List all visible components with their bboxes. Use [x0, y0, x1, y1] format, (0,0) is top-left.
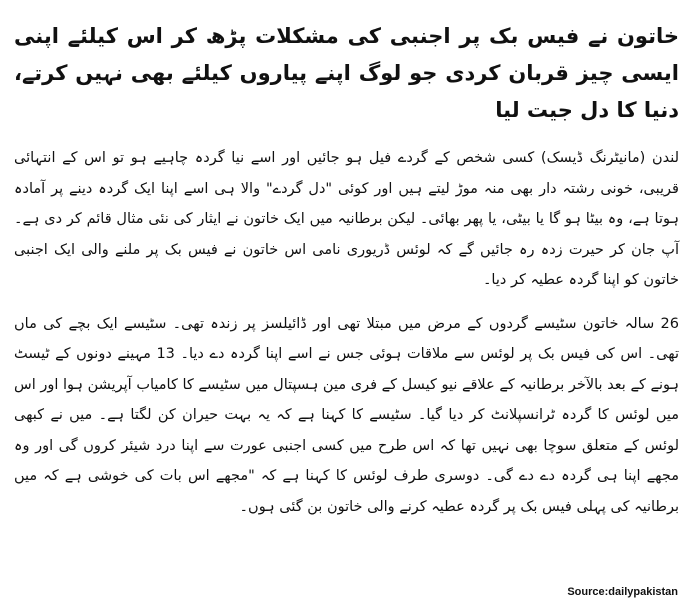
article-paragraph-1: لندن (مانیٹرنگ ڈیسک) کسی شخص کے گردے فیل ہو جائیں اور اسے نیا گردہ چاہیے ہو تو اس کے انتہائی قریبی، خونی رشتہ دار بھی منہ موڑ لیتے ہیں اور کوئی "دل گردے" والا ہی اسے اپنا ایک گردہ دینے پر آمادہ ہوتا ہے، وہ بیٹا ہو گا یا بیٹی، یا پھر بھائی۔ لیکن برطانیہ میں ایک خاتون نے ایثار کی نئی مثال قائم کر دی ہے۔ آپ جان کر حیرت زدہ رہ جائیں گے کہ لوئس ڈریوری نامی اس خاتون نے فیس بک پر ملنے والی ایک اجنبی خاتون کو اپنا گردہ عطیہ کر دیا۔ — [14, 150, 679, 288]
article-headline: خاتون نے فیس بک پر اجنبی کی مشکلات پڑھ کر اس کیلئے اپنی ایسی چیز قربان کردی جو لوگ اپنے پیاروں کیلئے بھی نہیں کرتے، دنیا کا دل جیت لیا — [14, 24, 679, 122]
article — [14, 18, 679, 535]
article-paragraph-2: 26 سالہ خاتون سٹیسے گردوں کے مرض میں مبتلا تھی اور ڈائیلسز پر زندہ تھی۔ سٹیسے ایک بچے کی ماں تھی۔ اس کی فیس بک پر لوئس سے ملاقات ہوئی جس نے اسے اپنا گردہ دے دیا۔ 13 مہینے دونوں کے ٹیسٹ ہونے کے بعد بالآخر برطانیہ کے علاقے نیو کیسل کے فری مین ہسپتال میں سٹیسے کا کامیاب آپریشن ہوا اور اس میں لوئس کا گردہ ٹرانسپلانٹ کر دیا گیا۔ سٹیسے کا کہنا ہے کہ یہ بہت حیران کن لگتا ہے۔ میں نے کبھی لوئس کے متعلق سوچا بھی نہیں تھا کہ اس طرح میں کسی اجنبی عورت سے اپنا درد شیئر کروں گی اور وہ مجھے اپنا ہی گردہ دے دے گی۔ دوسری طرف لوئس کا کہنا ہے کہ "مجھے اس بات کی خوشی ہے کہ میں برطانیہ کی پہلی فیس بک پر گردہ عطیہ کرنے والی خاتون بن گئی ہوں۔ — [14, 315, 679, 515]
source-credit: Source:dailypakistan — [567, 586, 678, 598]
